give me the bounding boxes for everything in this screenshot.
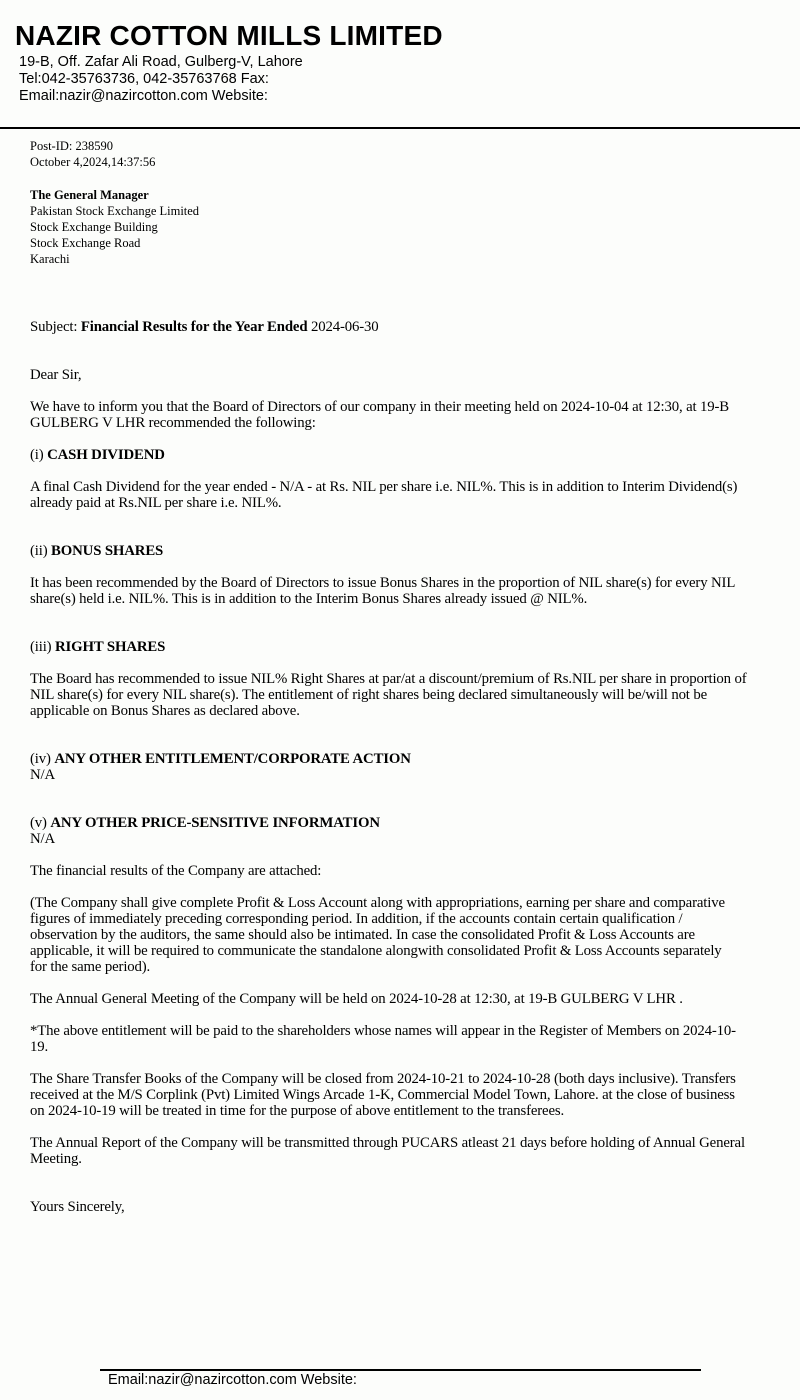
transfer-books-paragraph <box>30 1071 736 1119</box>
text-line: on 2024-10-19 will be treated in time for the purpose of above entitlement to the transferees. <box>30 1103 565 1119</box>
section-heading-cash-dividend <box>30 447 165 463</box>
footer-email: Email:nazir@nazircotton.com Website: <box>108 1372 357 1388</box>
subject-title: Financial Results for the Year Ended <box>80 319 308 335</box>
text-line: It has been recommended by the Board of Directors to issue Bonus Shares in the proportion of NIL share(s) for every NIL <box>30 575 736 591</box>
text-line: N/A <box>30 767 56 783</box>
section-body-cash-dividend <box>30 479 737 511</box>
recipient-block <box>30 187 199 267</box>
text-line: *The above entitlement will be paid to the shareholders whose names will appear in the Register of Members on 2024-10- <box>30 1023 736 1039</box>
company-phone: Tel:042-35763736, 042-35763768 Fax: <box>19 71 269 87</box>
section-title: RIGHT SHARES <box>55 639 166 655</box>
company-email: Email:nazir@nazircotton.com Website: <box>19 88 268 104</box>
header-divider <box>0 127 800 129</box>
section-number: (i) <box>30 447 44 463</box>
text-line: Meeting. <box>30 1151 82 1167</box>
text-line: A final Cash Dividend for the year ended - N/A - at Rs. NIL per share i.e. NIL%. This is in addition to Interim Dividend(s) <box>30 479 738 495</box>
text-line: The Annual Report of the Company will be transmitted through PUCARS atleast 21 days before holding of Annual General <box>30 1135 745 1151</box>
text-line: share(s) held i.e. NIL%. This is in addition to the Interim Bonus Shares already issued @ NIL%. <box>30 591 588 607</box>
subject-date: 2024-06-30 <box>311 319 379 335</box>
section-number: (iv) <box>30 751 51 767</box>
text-line: observation by the auditors, the same should also be intimated. In case the consolidated Profit & Loss Accounts are <box>30 927 695 943</box>
section-title: ANY OTHER PRICE-SENSITIVE INFORMATION <box>50 815 380 831</box>
section-title: ANY OTHER ENTITLEMENT/CORPORATE ACTION <box>54 751 411 767</box>
post-datetime: October 4,2024,14:37:56 <box>30 155 156 169</box>
post-meta <box>30 138 155 170</box>
footer-divider <box>100 1369 701 1371</box>
company-address: 19-B, Off. Zafar Ali Road, Gulberg-V, Lahore <box>19 54 303 70</box>
text-line: The Board has recommended to issue NIL% Right Shares at par/at a discount/premium of Rs.NIL per share in proportion of <box>30 671 747 687</box>
text-line: applicable on Bonus Shares as declared above. <box>30 703 300 719</box>
recipient-line: Pakistan Stock Exchange Limited <box>30 204 200 218</box>
note-paragraph <box>30 895 725 975</box>
section-number: (iii) <box>30 639 52 655</box>
entitlement-paragraph <box>30 1023 736 1055</box>
text-line: NIL share(s) for every NIL share(s). The entitlement of right shares being declared simultaneously will be/will not be <box>30 687 707 703</box>
section-price-sensitive <box>30 815 380 847</box>
intro-paragraph <box>30 399 729 431</box>
text-line: for the same period). <box>30 959 151 975</box>
post-id: Post-ID: 238590 <box>30 139 113 153</box>
recipient-title: The General Manager <box>30 188 149 202</box>
section-number: (v) <box>30 815 47 831</box>
text-line: N/A <box>30 831 56 847</box>
text-line: figures of immediately preceding corresponding period. In addition, if the accounts contain certain qualification / <box>30 911 683 927</box>
recipient-line: Karachi <box>30 252 70 266</box>
subject-line <box>30 319 379 335</box>
section-body-right-shares <box>30 671 746 719</box>
section-number: (ii) <box>30 543 48 559</box>
section-title: BONUS SHARES <box>51 543 164 559</box>
text-line: The Share Transfer Books of the Company will be closed from 2024-10-21 to 2024-10-28 (both days inclusive). Transfers <box>30 1071 736 1087</box>
salutation: Dear Sir, <box>30 367 82 383</box>
text-line: 19. <box>30 1039 49 1055</box>
closing: Yours Sincerely, <box>30 1199 125 1215</box>
subject-label: Subject: <box>30 319 78 335</box>
text-line: (The Company shall give complete Profit & Loss Account along with appropriations, earning per share and comparative <box>30 895 725 911</box>
section-title: CASH DIVIDEND <box>47 447 165 463</box>
section-other-entitlement <box>30 751 411 783</box>
text-line: already paid at Rs.NIL per share i.e. NIL%. <box>30 495 282 511</box>
section-body-bonus-shares <box>30 575 735 607</box>
recipient-line: Stock Exchange Road <box>30 236 141 250</box>
recipient-line: Stock Exchange Building <box>30 220 158 234</box>
company-name: NAZIR COTTON MILLS LIMITED <box>15 20 443 51</box>
section-heading-bonus-shares <box>30 543 163 559</box>
text-line: We have to inform you that the Board of Directors of our company in their meeting held on 2024-10-04 at 12:30, at 19-B <box>30 399 729 415</box>
text-line: received at the M/S Corplink (Pvt) Limited Wings Arcade 1-K, Commercial Model Town, Lahore. at the close of business <box>30 1087 735 1103</box>
section-heading-right-shares <box>30 639 165 655</box>
results-attached: The financial results of the Company are attached: <box>30 863 322 879</box>
agm-paragraph: The Annual General Meeting of the Company will be held on 2024-10-28 at 12:30, at 19-B GULBERG V LHR . <box>30 991 683 1007</box>
text-line: applicable, it will be required to communicate the standalone alongwith consolidated Profit & Loss Accounts separately <box>30 943 722 959</box>
annual-report-paragraph <box>30 1135 745 1167</box>
text-line: GULBERG V LHR recommended the following: <box>30 415 316 431</box>
